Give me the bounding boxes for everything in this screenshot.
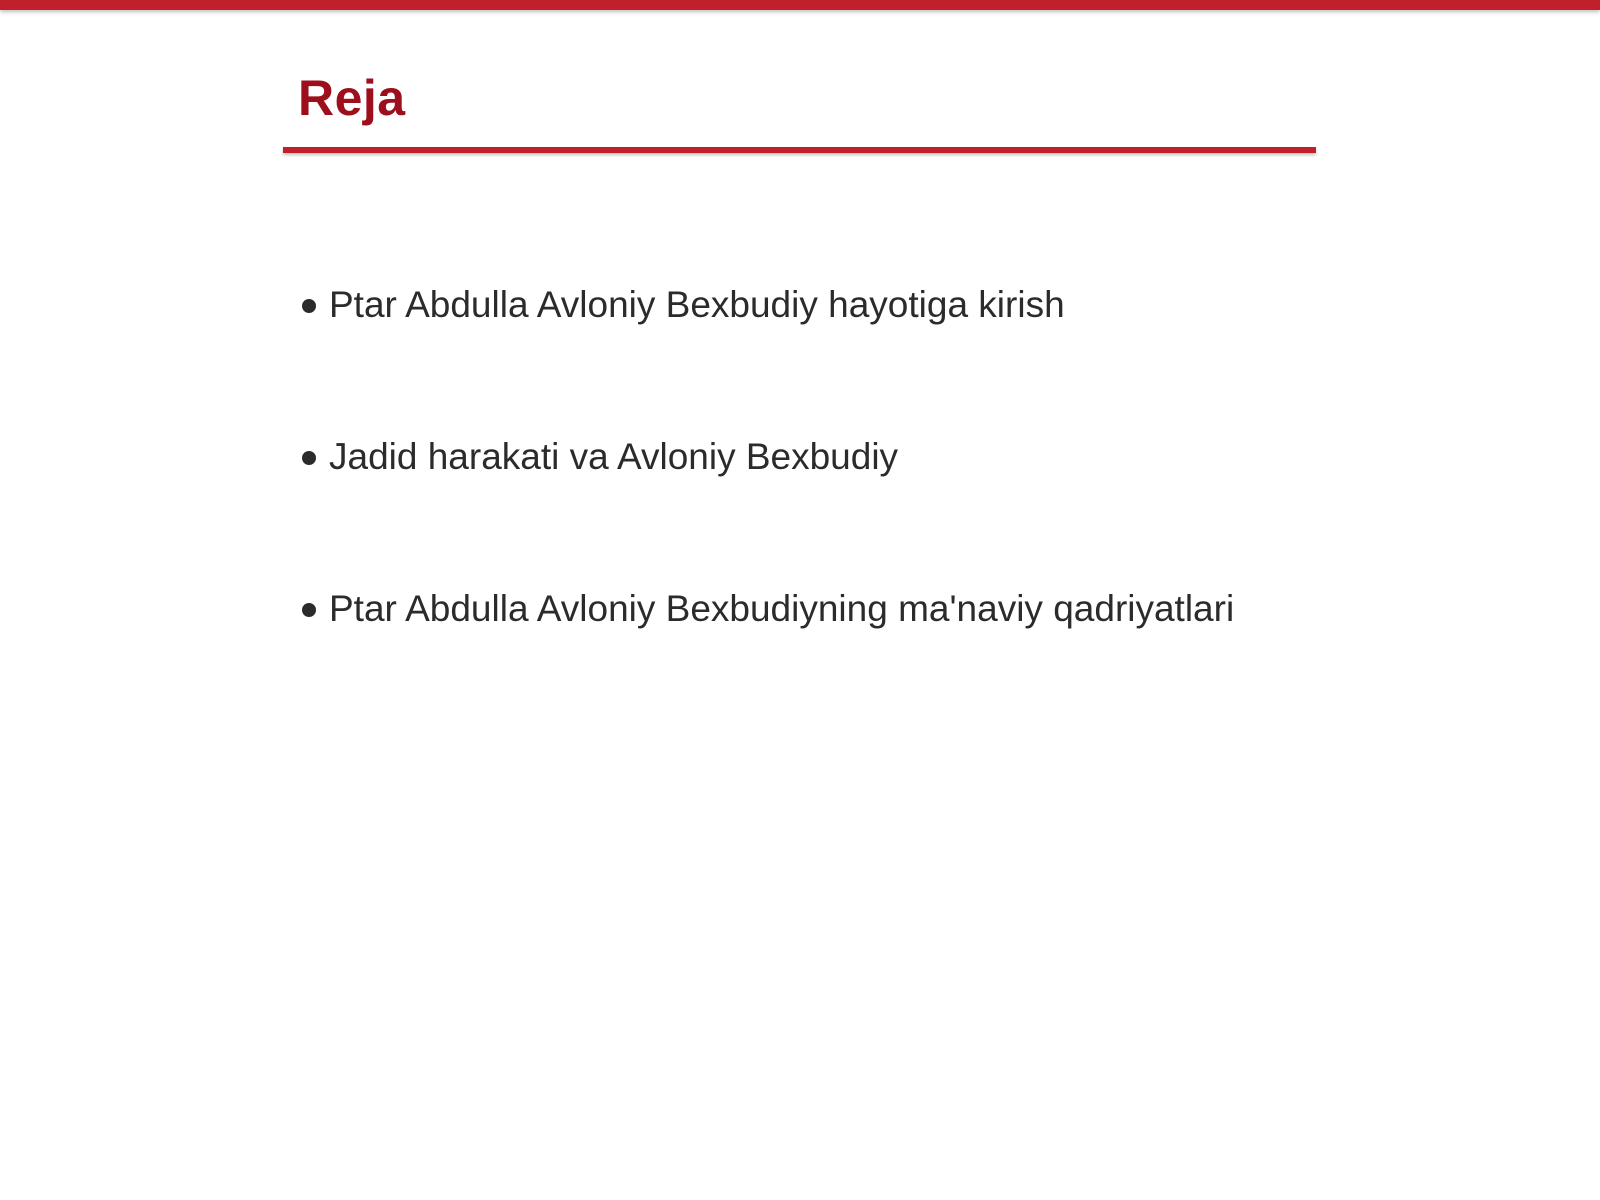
top-accent-bar	[0, 0, 1600, 10]
bullet-dot-icon	[302, 299, 316, 313]
slide-title: Reja	[298, 70, 406, 126]
bullet-text: Ptar Abdulla Avloniy Bexbudiy hayotiga kirish	[329, 284, 1065, 325]
bullet-dot-icon	[302, 451, 316, 465]
bullet-list	[300, 280, 1234, 736]
bullet-item	[300, 432, 1234, 584]
bullet-text: Jadid harakati va Avloniy Bexbudiy	[329, 436, 899, 477]
bullet-dot-icon	[302, 603, 316, 617]
title-underline	[283, 147, 1316, 153]
bullet-text: Ptar Abdulla Avloniy Bexbudiyning ma'naviy qadriyatlari	[329, 588, 1235, 629]
bullet-item	[300, 584, 1234, 736]
bullet-item	[300, 280, 1234, 432]
